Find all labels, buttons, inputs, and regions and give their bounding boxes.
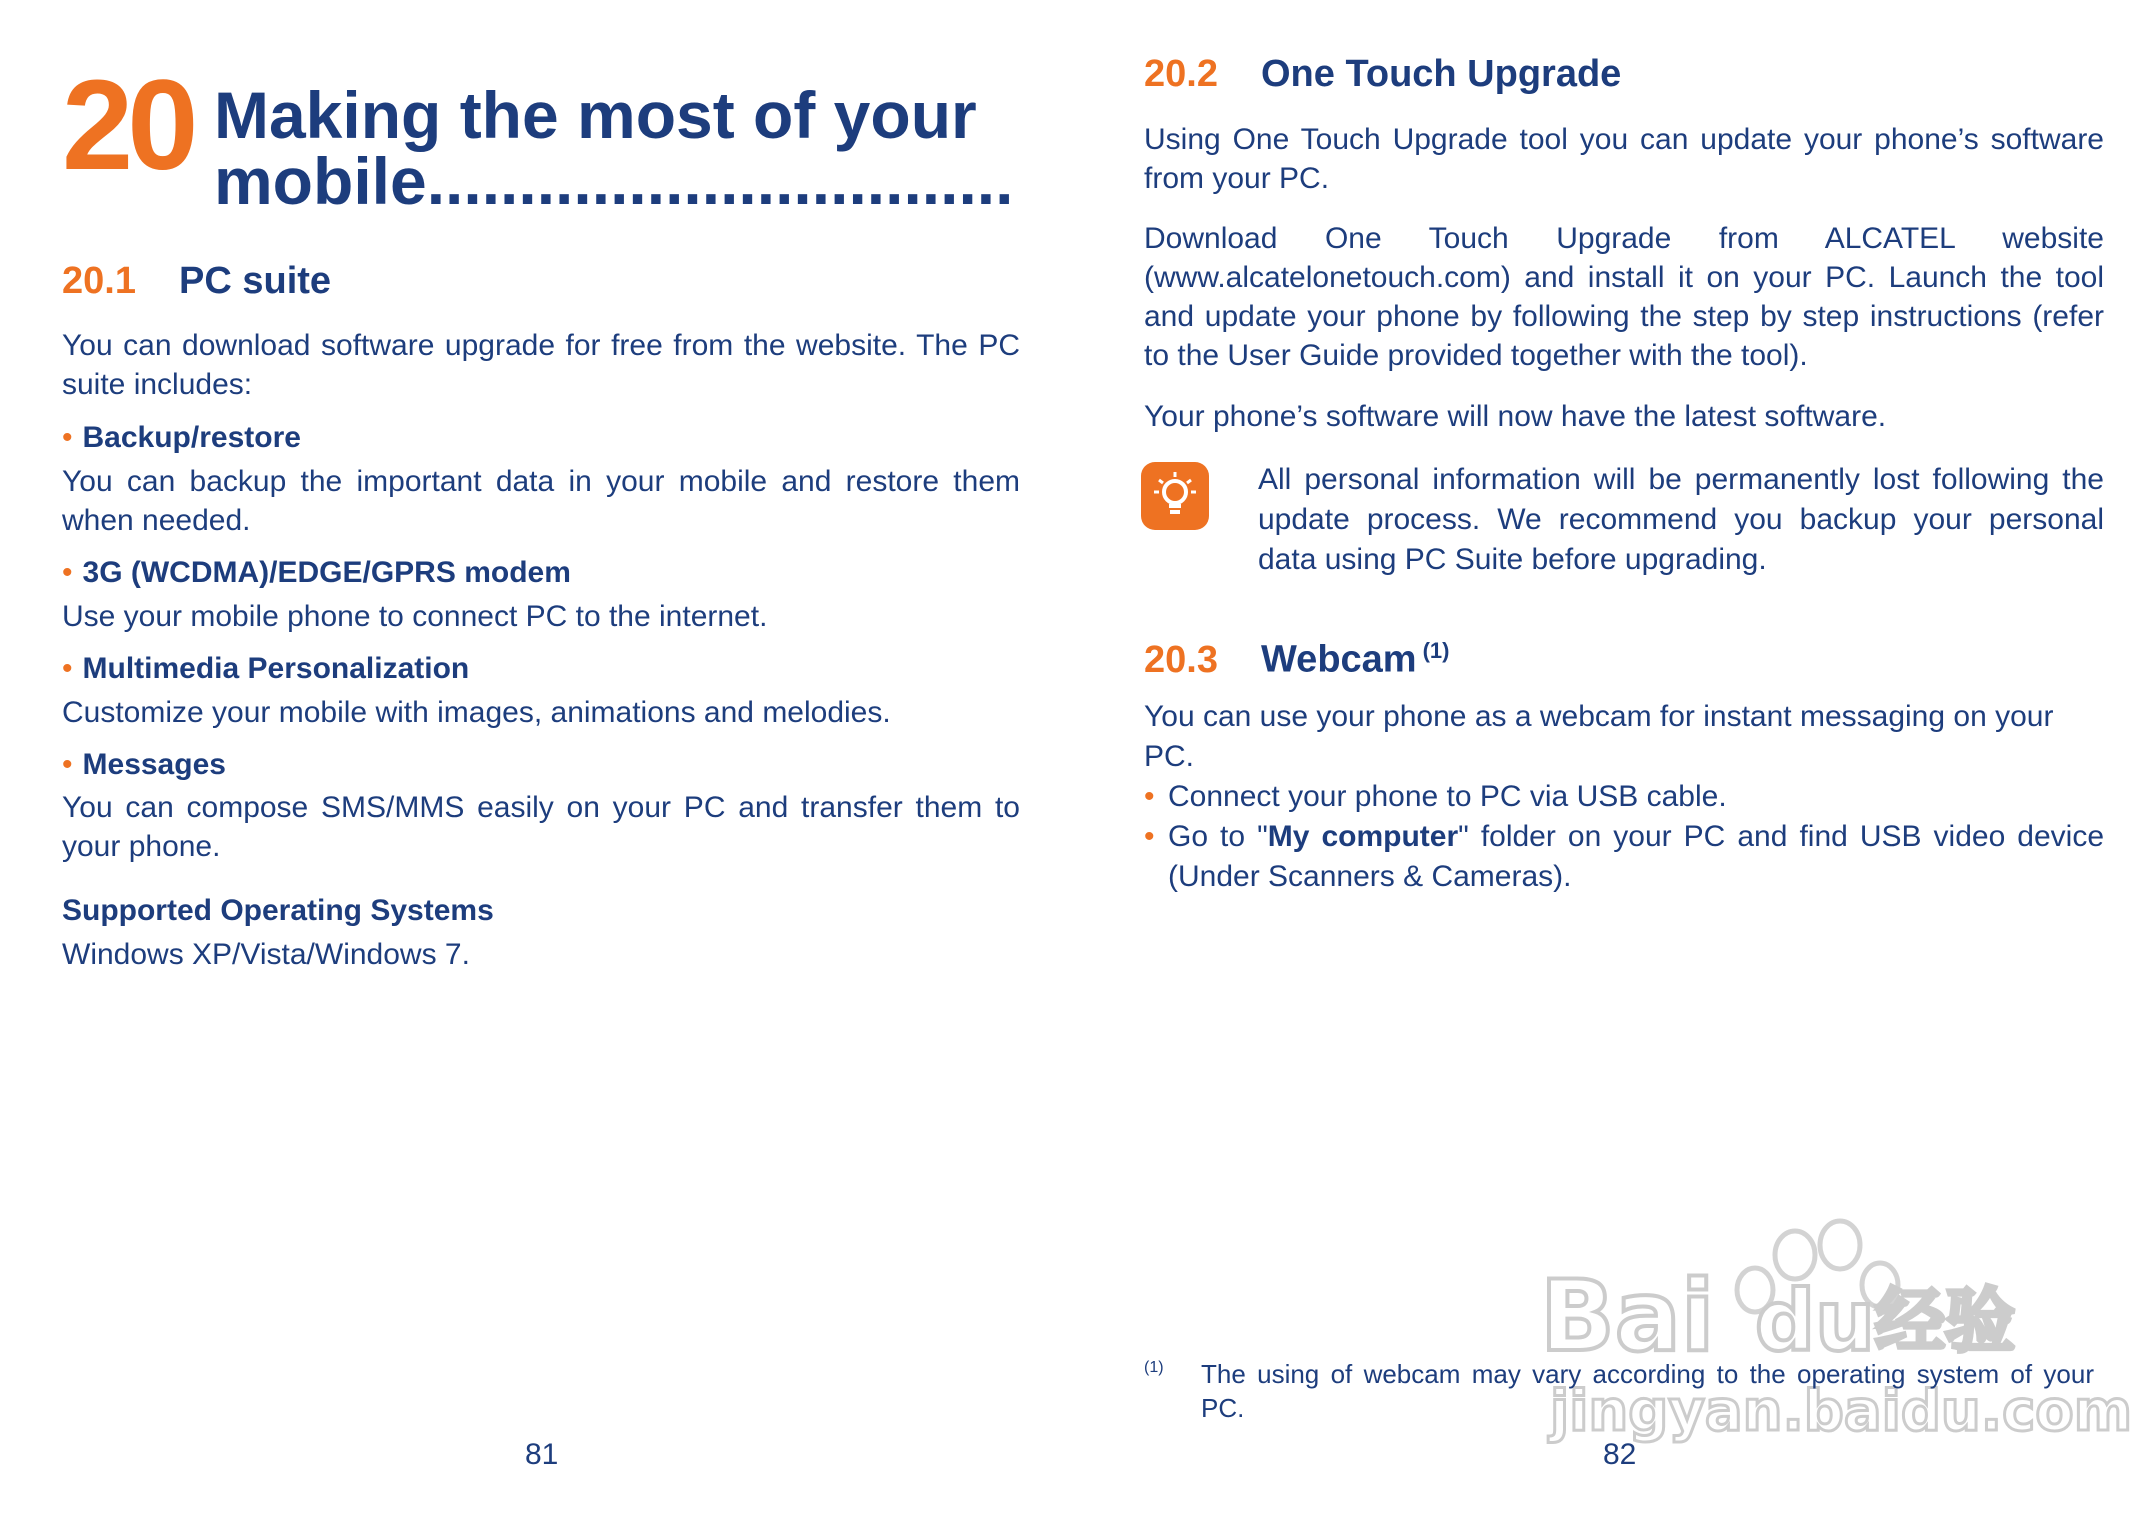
svg-text:jingyan.baidu.com: jingyan.baidu.com [1550, 1379, 2133, 1444]
feature-heading-multimedia [62, 649, 469, 688]
section-heading-webcam [1144, 628, 1449, 683]
upgrade-para-3: Your phone’s software will now have the latest software. [1144, 400, 1887, 433]
feature-heading-modem [62, 553, 571, 592]
bullet-icon: • [62, 421, 73, 454]
section-title: Webcam [1261, 638, 1417, 681]
section-title: PC suite [179, 260, 332, 302]
page-number-right: 82 [1603, 1438, 1637, 1471]
bullet-icon: • [1144, 820, 1155, 853]
upgrade-para-1: Using One Touch Upgrade tool you can update your phone’s software from your PC. [1144, 123, 2104, 195]
feature-heading-messages [62, 745, 226, 784]
bullet-icon: • [62, 652, 73, 685]
section-number: 20.3 [1144, 638, 1218, 681]
feature-title: Backup/restore [82, 421, 301, 454]
feature-text-backup: You can backup the important data in your mobile and restore them when needed. [62, 465, 1020, 537]
webcam-intro: You can use your phone as a webcam for instant messaging on your PC. [1144, 700, 2054, 773]
webcam-step-2-suffix: " folder on your PC and find USB video device (Under Scanners & Cameras). [1168, 820, 2105, 893]
footnote-mark: (1) [1144, 1359, 1164, 1376]
feature-text-modem: Use your mobile phone to connect PC to the internet. [62, 600, 768, 633]
feature-text-messages: You can compose SMS/MMS easily on your PC and transfer them to your phone. [62, 791, 1020, 863]
feature-text-multimedia: Customize your mobile with images, animations and melodies. [62, 696, 891, 729]
bullet-icon: • [62, 556, 73, 589]
pc-suite-intro: You can download software upgrade for free from the website. The PC suite includes: [62, 329, 1020, 401]
footnote-ref: (1) [1422, 638, 1450, 663]
chapter-title-line-1: Making the most of your [214, 78, 977, 152]
feature-title: Multimedia Personalization [82, 652, 470, 685]
section-number: 20.2 [1144, 53, 1218, 95]
section-heading-pc-suite [62, 258, 331, 304]
webcam-step-1 [1144, 777, 2104, 817]
lightbulb-icon [1141, 462, 1209, 530]
svg-text:经验: 经验 [1875, 1280, 2015, 1362]
section-heading-one-touch-upgrade [1144, 51, 1621, 97]
chapter-number: 20 [62, 54, 193, 197]
bullet-icon: • [62, 748, 73, 781]
supported-os-text: Windows XP/Vista/Windows 7. [62, 938, 470, 971]
feature-title: 3G (WCDMA)/EDGE/GPRS modem [82, 556, 571, 589]
section-title: One Touch Upgrade [1261, 53, 1622, 95]
svg-text:Bai: Bai [1540, 1260, 1715, 1374]
tip-text: All personal information will be permanently lost following the update process. We recommend you backup your personal data using PC Suite before upgrading. [1258, 463, 2104, 576]
page-number-left: 81 [525, 1438, 559, 1471]
feature-heading-backup [62, 418, 301, 457]
webcam-content [1144, 697, 2104, 897]
supported-os-heading: Supported Operating Systems [62, 894, 494, 927]
chapter-title [214, 78, 1094, 218]
webcam-step-2 [1144, 817, 2104, 897]
webcam-step-2-prefix: Go to " [1168, 820, 1268, 853]
section-number: 20.1 [62, 260, 136, 302]
chapter-title-line-2: mobile................................ [214, 144, 1014, 218]
bullet-icon: • [1144, 780, 1155, 813]
webcam-step-2-bold: My computer [1267, 820, 1459, 853]
upgrade-para-2: Download One Touch Upgrade from ALCATEL website (www.alcatelonetouch.com) and install it on your PC. Launch the tool and update your phone by following the step by step instructions (refer to the User Guide provided together with the tool). [1144, 222, 2104, 372]
feature-title: Messages [82, 748, 226, 781]
footnote-text: The using of webcam may vary according to the operating system of your PC. [1201, 1359, 2094, 1423]
webcam-step-1-text: Connect your phone to PC via USB cable. [1168, 780, 1727, 813]
svg-text:du: du [1755, 1272, 1875, 1370]
